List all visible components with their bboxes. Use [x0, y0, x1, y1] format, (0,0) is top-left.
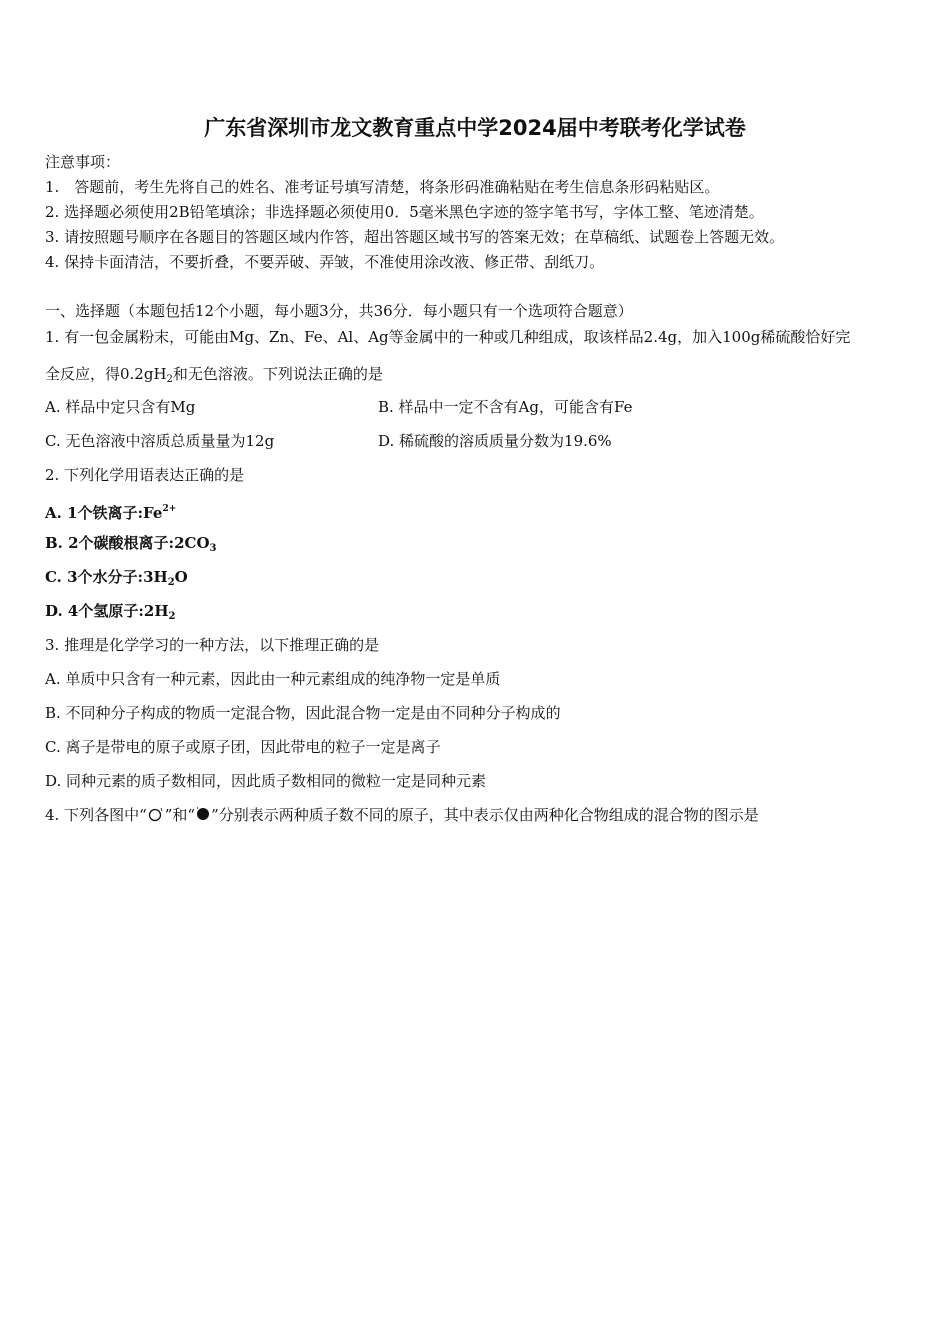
q2-option-c-text1: C. 3个水分子:3H [45, 568, 168, 586]
notice-item-4: 4. 保持卡面清洁，不要折叠，不要弄破、弄皱，不准使用涂改液、修正带、刮纸刀。 [45, 253, 605, 271]
q4-stem-post: ”分别表示两种质子数不同的原子，其中表示仅由两种化合物组成的混合物的图示是 [211, 806, 759, 824]
q1-option-c: C. 无色溶液中溶质总质量量为12g [45, 432, 275, 450]
q2-option-a [45, 499, 176, 523]
q2-option-b-text: B. 2个碳酸根离子:2CO [45, 534, 210, 552]
q2-option-d [45, 601, 175, 627]
q1-stem-line2-pre: 全反应，得0.2gH [45, 365, 167, 383]
q1-option-a: A. 样品中定只含有Mg [45, 398, 196, 416]
exam-title: 广东省深圳市龙文教育重点中学2024届中考联考化学试卷 [204, 116, 746, 140]
q4-stem-pre: 4. 下列各图中“ [45, 806, 147, 824]
q1-stem-line1: 1. 有一包金属粉末，可能由Mg、Zn、Fe、Al、Ag等金属中的一种或几种组成，取该样品2.4g，加入100g稀硫酸恰好完 [45, 328, 851, 346]
notice-item-2: 2. 选择题必须使用2B铅笔填涂；非选择题必须使用0．5毫米黑色字迹的签字笔书写，字体工整、笔迹清楚。 [45, 203, 764, 221]
q2-option-c [45, 567, 188, 593]
q3-option-c: C. 离子是带电的原子或原子团，因此带电的粒子一定是离子 [45, 738, 441, 756]
q3-option-d: D. 同种元素的质子数相同，因此质子数相同的微粒一定是同种元素 [45, 772, 487, 790]
section-heading: 一、选择题（本题包括12个小题，每小题3分，共36分．每小题只有一个选项符合题意） [45, 302, 633, 320]
filled-atom-icon [195, 806, 211, 822]
q4-stem [45, 805, 759, 825]
q2-option-a-text: A. 1个铁离子:Fe [45, 504, 163, 522]
q2-stem: 2. 下列化学用语表达正确的是 [45, 466, 245, 484]
q1-stem-line2-post: 和无色溶液。下列说法正确的是 [172, 365, 383, 383]
hollow-atom-icon [147, 806, 165, 822]
notice-item-3: 3. 请按照题号顺序在各题目的答题区域内作答，超出答题区域书写的答案无效；在草稿纸、试题卷上答题无效。 [45, 228, 785, 246]
q1-option-b: B. 样品中一定不含有Ag，可能含有Fe [378, 398, 633, 416]
q2-option-d-text: D. 4个氢原子:2H [45, 602, 169, 620]
q2-option-a-sup: 2+ [162, 504, 177, 514]
q2-option-c-text2: O [174, 568, 188, 586]
q3-option-a: A. 单质中只含有一种元素，因此由一种元素组成的纯净物一定是单质 [45, 670, 501, 688]
q2-option-c-sub: 2 [167, 577, 175, 588]
q2-option-b-sub: 3 [209, 543, 217, 554]
q3-stem: 3. 推理是化学学习的一种方法，以下推理正确的是 [45, 636, 380, 654]
q1-option-d: D. 稀硫酸的溶质质量分数为19.6% [378, 432, 612, 450]
q1-stem-line2-sub: 2 [166, 374, 173, 385]
q4-stem-mid: ”和“ [164, 806, 196, 824]
notice-item-1: 1. 答题前，考生先将自己的姓名、准考证号填写清楚，将条形码准确粘贴在考生信息条形码粘贴区。 [45, 178, 720, 196]
q1-stem-line2 [45, 364, 383, 390]
q3-option-b: B. 不同种分子构成的物质一定混合物，因此混合物一定是由不同种分子构成的 [45, 704, 561, 722]
q2-option-d-sub: 2 [168, 611, 176, 622]
notice-heading: 注意事项： [45, 153, 121, 171]
q2-option-b [45, 533, 217, 559]
